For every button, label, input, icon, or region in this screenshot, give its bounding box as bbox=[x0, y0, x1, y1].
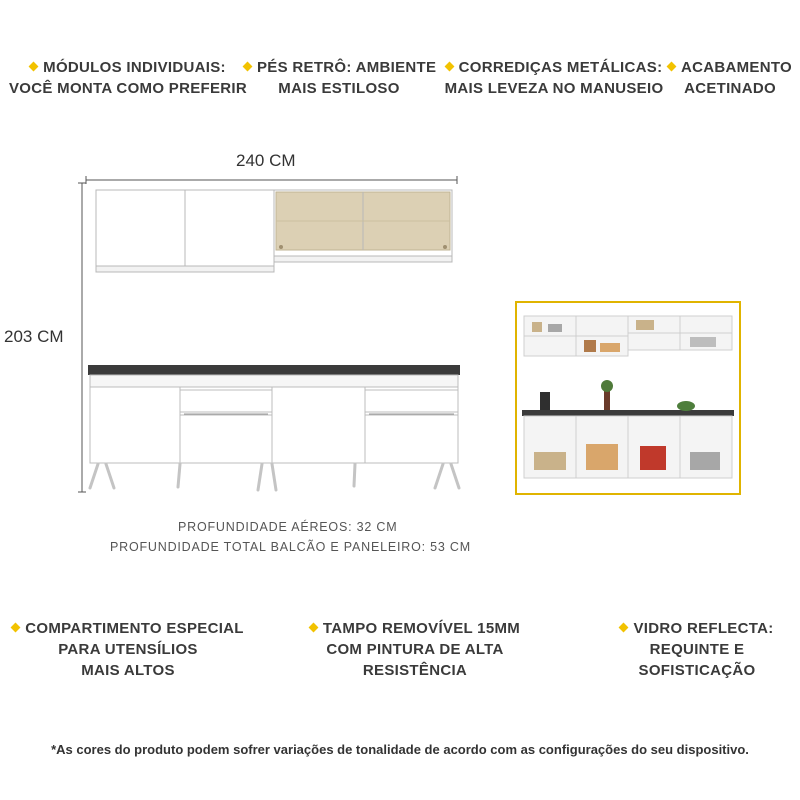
diamond-bullet-icon bbox=[11, 623, 21, 633]
base-cabinet bbox=[90, 375, 458, 463]
feature-vidro bbox=[612, 618, 782, 681]
feature-line: PÉS RETRÔ: AMBIENTE bbox=[257, 59, 437, 76]
feature-line: MAIS ESTILOSO bbox=[278, 80, 400, 97]
width-dimension-label: 240 CM bbox=[236, 151, 296, 170]
feature-line: TAMPO REMOVÍVEL 15MM bbox=[322, 620, 521, 637]
feature-line: ACETINADO bbox=[684, 80, 776, 97]
feature-line: COMPARTIMENTO ESPECIAL bbox=[25, 620, 244, 637]
feature-line: MÓDULOS INDIVIDUAIS: bbox=[43, 59, 226, 76]
feature-line: CORREDIÇAS METÁLICAS: bbox=[458, 59, 663, 76]
feature-line: VIDRO REFLECTA: bbox=[633, 620, 774, 637]
upper-cabinet-left bbox=[96, 190, 274, 272]
feature-line: VOCÊ MONTA COMO PREFERIR bbox=[8, 80, 248, 97]
kitchen-photo-inset bbox=[516, 302, 740, 494]
countertop bbox=[88, 365, 460, 375]
feature-line: PARA UTENSÍLIOS bbox=[58, 641, 198, 658]
feature-line: MAIS ALTOS bbox=[81, 662, 175, 679]
height-dimension-label: 203 CM bbox=[4, 327, 64, 346]
color-disclaimer: *As cores do produto podem sofrer variações de tonalidade de acordo com as configurações do seu dispositivo. bbox=[51, 742, 749, 757]
feature-line: MAIS LEVEZA NO MANUSEIO bbox=[444, 80, 664, 97]
depth-total-note: PROFUNDIDADE TOTAL BALCÃO E PANELEIRO: 53 CM bbox=[110, 540, 471, 554]
feature-line: COM PINTURA DE ALTA bbox=[326, 641, 504, 658]
depth-upper-note: PROFUNDIDADE AÉREOS: 32 CM bbox=[178, 520, 398, 534]
diamond-bullet-icon bbox=[619, 623, 629, 633]
feature-line: REQUINTE E bbox=[649, 641, 745, 658]
feature-tampo bbox=[300, 618, 530, 681]
feature-compartimento bbox=[8, 618, 248, 681]
retro-legs bbox=[90, 464, 459, 490]
upper-cabinet-glass bbox=[274, 190, 452, 262]
feature-line: ACABAMENTO bbox=[680, 59, 793, 76]
diamond-bullet-icon bbox=[308, 623, 318, 633]
feature-line: SOFISTICAÇÃO bbox=[638, 662, 756, 679]
feature-line: RESISTÊNCIA bbox=[362, 662, 468, 679]
